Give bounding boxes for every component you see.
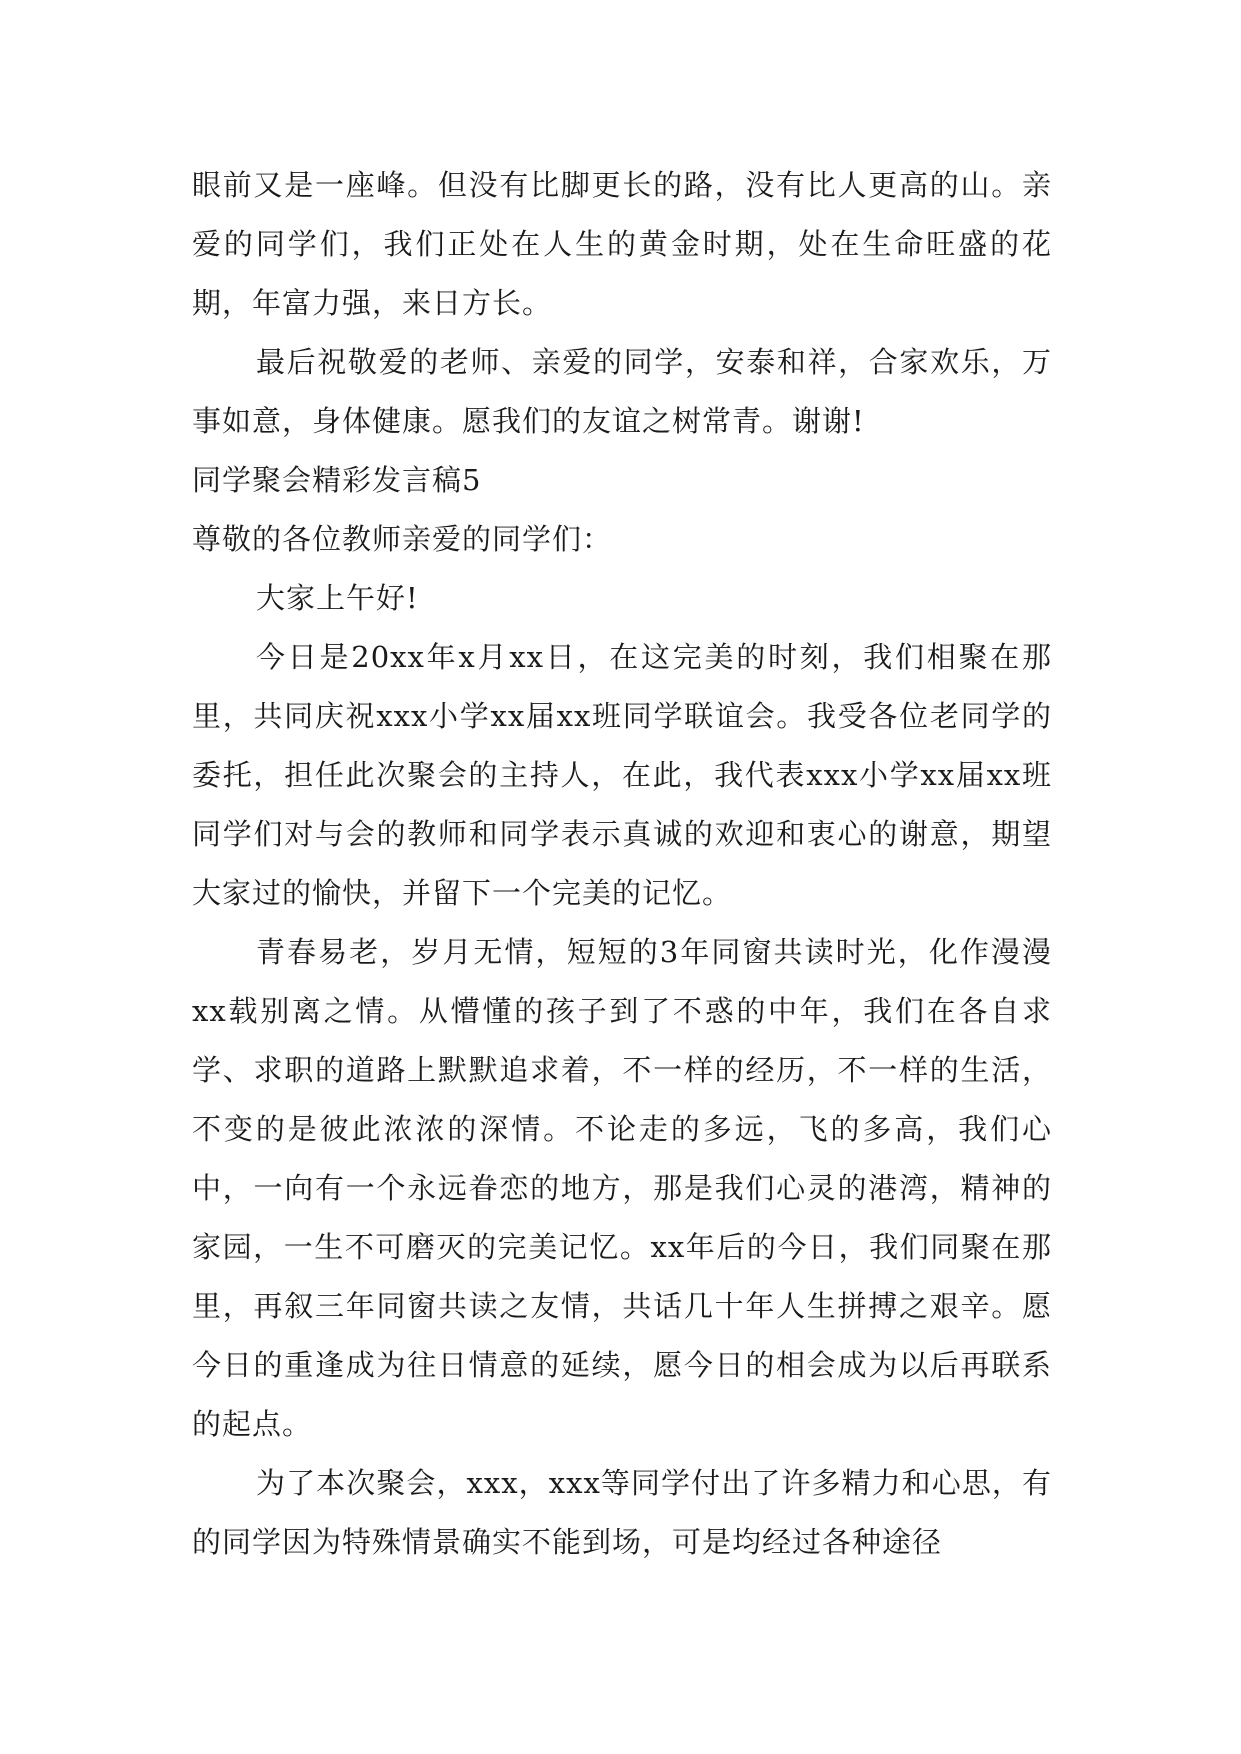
greeting: 大家上午好! — [256, 581, 419, 615]
paragraph-thanks: 为了本次聚会，xxx，xxx等同学付出了许多精力和心思，有的同学因为特殊情景确实不能到场，可是均经过各种途径 — [192, 1466, 1052, 1559]
paragraph-farewell-wishes: 最后祝敬爱的老师、亲爱的同学，安泰和祥，合家欢乐，万事如意，身体健康。愿我们的友谊之树常青。谢谢! — [192, 345, 1052, 438]
paragraph-memories: 青春易老，岁月无情，短短的3年同窗共读时光，化作漫漫xx载别离之情。从懵懂的孩子到了不惑的中年，我们在各自求学、求职的道路上默默追求着，不一样的经历，不一样的生活，不变的是彼此浓浓的深情。不论走的多远，飞的多高，我们心中，一向有一个永远眷恋的地方，那是我们心灵的港湾，精神的家园，一生不可磨灭的完美记忆。xx年后的今日，我们同聚在那里，再叙三年同窗共读之友情，共话几十年人生拼搏之艰辛。愿今日的重逢成为往日情意的延续，愿今日的相会成为以后再联系的起点。 — [192, 935, 1052, 1441]
document-body — [192, 156, 1052, 1572]
salutation: 尊敬的各位教师亲爱的同学们： — [192, 522, 613, 556]
paragraph-closing-line: 眼前又是一座峰。但没有比脚更长的路，没有比人更高的山。亲爱的同学们，我们正处在人生的黄金时期，处在生命旺盛的花期，年富力强，来日方长。 — [192, 168, 1052, 320]
paragraph-opening: 今日是20xx年x月xx日，在这完美的时刻，我们相聚在那里，共同庆祝xxx小学xx届xx班同学联谊会。我受各位老同学的委托，担任此次聚会的主持人，在此，我代表xxx小学xx届xx班同学们对与会的教师和同学表示真诚的欢迎和衷心的谢意，期望大家过的愉快，并留下一个完美的记忆。 — [192, 640, 1052, 910]
section-heading: 同学聚会精彩发言稿5 — [192, 463, 482, 497]
